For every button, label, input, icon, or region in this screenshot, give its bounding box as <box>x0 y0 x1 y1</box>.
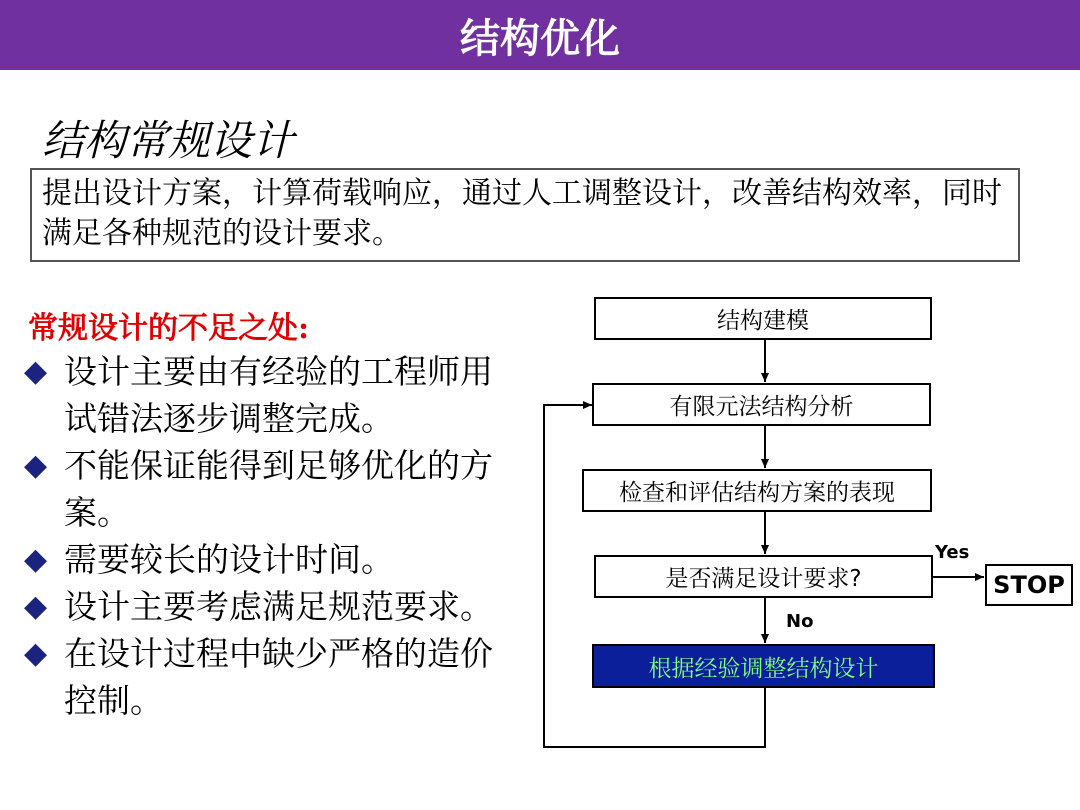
shortcomings-heading: 常规设计的不足之处: <box>28 311 310 346</box>
list-item-text: 在设计过程中缺少严格的造价控制。 <box>64 634 493 720</box>
list-item-text: 需要较长的设计时间。 <box>64 540 394 579</box>
page-title: 结构优化 <box>460 15 620 62</box>
list-item-text: 设计主要考虑满足规范要求。 <box>64 587 493 626</box>
diamond-bullet-icon: ◆ <box>24 542 48 577</box>
list-item-text: 设计主要由有经验的工程师用试错法逐步调整完成。 <box>64 352 493 438</box>
yes-label: Yes <box>935 542 970 563</box>
list-item-text: 不能保证能得到足够优化的方案。 <box>64 446 493 532</box>
flow-step-modeling: 结构建模 <box>594 297 932 340</box>
diamond-bullet-icon: ◆ <box>24 589 48 624</box>
diamond-bullet-icon: ◆ <box>24 636 48 671</box>
flow-step-fea: 有限元法结构分析 <box>592 383 931 426</box>
no-label: No <box>786 611 814 632</box>
definition-box: 提出设计方案，计算荷载响应，通过人工调整设计，改善结构效率，同时满足各种规范的设计要求。 <box>30 168 1020 262</box>
flow-step-evaluate: 检查和评估结构方案的表现 <box>582 469 932 512</box>
flow-stop-box: STOP <box>985 564 1073 606</box>
section-subtitle: 结构常规设计 <box>42 116 295 165</box>
diamond-bullet-icon: ◆ <box>24 448 48 483</box>
diamond-bullet-icon: ◆ <box>24 354 48 389</box>
flow-step-adjust: 根据经验调整结构设计 <box>592 644 935 688</box>
flow-step-decision: 是否满足设计要求? <box>594 555 933 598</box>
